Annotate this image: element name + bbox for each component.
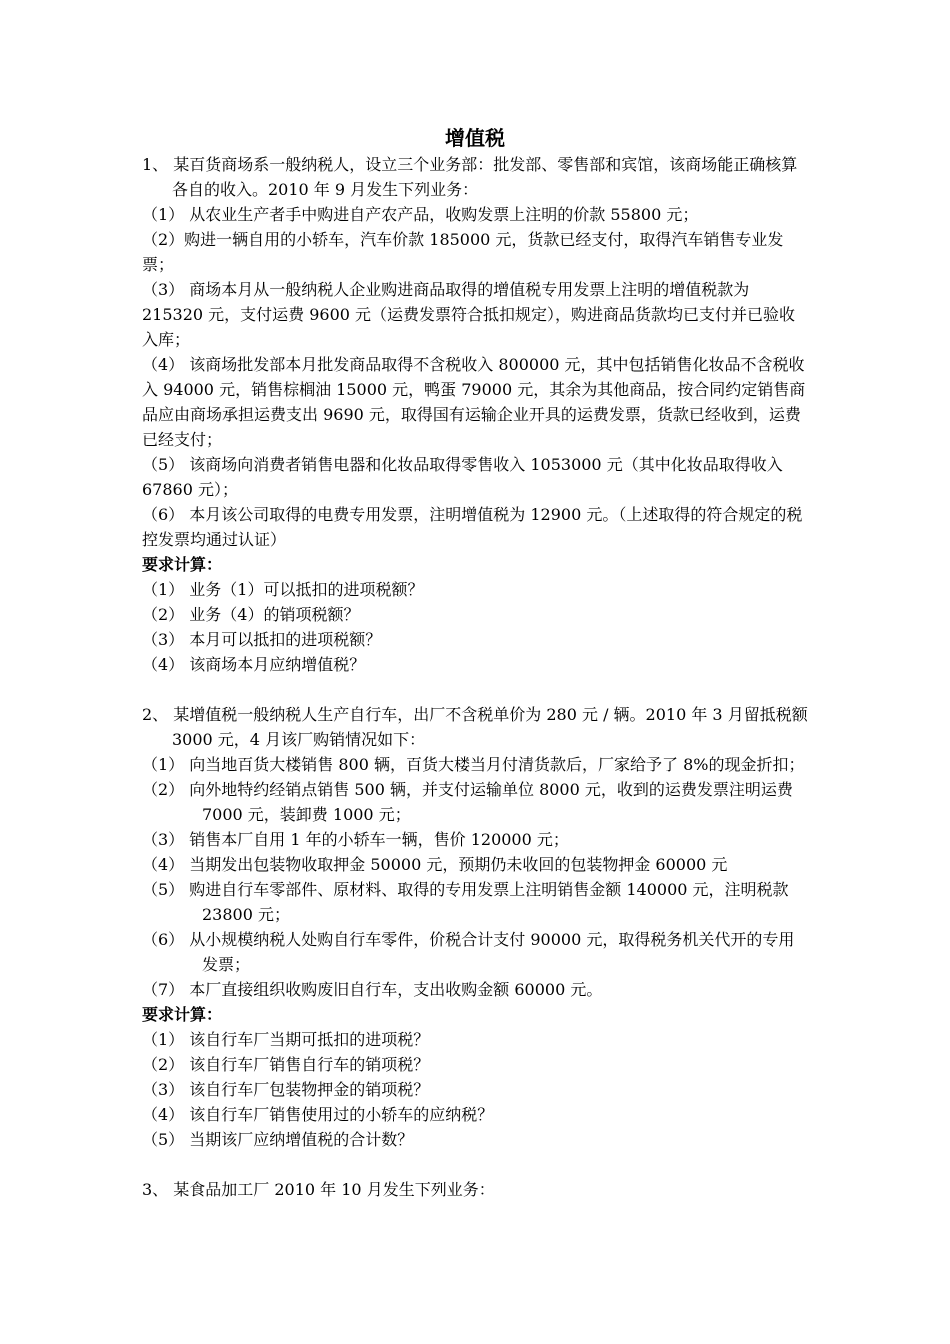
q2-req-4: （4） 该自行车厂销售使用过的小轿车的应纳税？ bbox=[142, 1105, 494, 1124]
spacer bbox=[142, 1152, 810, 1177]
document-body bbox=[142, 152, 810, 1202]
question-3 bbox=[142, 1177, 810, 1202]
spacer bbox=[142, 677, 810, 702]
q2-item-5: （5） 购进自行车零部件、原材料、取得的专用发票上注明销售金额 140000 元，注明税款 23800 元； bbox=[142, 880, 789, 924]
q1-req-3: （3） 本月可以抵扣的进项税额？ bbox=[142, 630, 382, 649]
q1-req-4: （4） 该商场本月应纳增值税？ bbox=[142, 655, 366, 674]
q2-requirement-label: 要求计算： bbox=[142, 1005, 223, 1024]
q2-req-5: （5） 当期该厂应纳增值税的合计数？ bbox=[142, 1130, 414, 1149]
question-2-intro: 2、 某增值税一般纳税人生产自行车，出厂不含税单价为 280 元 / 辆。2010 年 3 月留抵税额 3000 元，4 月该厂购销情况如下： bbox=[142, 705, 808, 749]
q2-item-4: （4） 当期发出包装物收取押金 50000 元，预期仍未收回的包装物押金 60000 元 bbox=[142, 855, 728, 874]
q1-req-2: （2） 业务（4）的销项税额？ bbox=[142, 605, 360, 624]
q2-item-2: （2） 向外地特约经销点销售 500 辆，并支付运输单位 8000 元，收到的运费发票注明运费 7000 元，装卸费 1000 元； bbox=[142, 780, 793, 824]
q1-item-1: （1） 从农业生产者手中购进自产农产品，收购发票上注明的价款 55800 元； bbox=[142, 205, 699, 224]
q1-item-5: （5） 该商场向消费者销售电器和化妆品取得零售收入 1053000 元（其中化妆品取得收入 67860 元）； bbox=[142, 455, 783, 499]
q1-requirement-label: 要求计算： bbox=[142, 555, 223, 574]
page-title: 增值税 bbox=[445, 126, 505, 150]
q1-item-6: （6） 本月该公司取得的电费专用发票，注明增值税为 12900 元。（上述取得的符合规定的税控发票均通过认证） bbox=[142, 505, 803, 549]
q2-req-3: （3） 该自行车厂包装物押金的销项税？ bbox=[142, 1080, 430, 1099]
question-1 bbox=[142, 152, 810, 677]
q2-item-7: （7） 本厂直接组织收购废旧自行车，支出收购金额 60000 元。 bbox=[142, 980, 603, 999]
q1-item-4: （4） 该商场批发部本月批发商品取得不含税收入 800000 元，其中包括销售化妆品不含税收入 94000 元，销售棕榈油 15000 元，鸭蛋 79000 元，其余为其他商品，按合同约定销售商品应由商场承担运费支出 9690 元，取得国有运输企业开具的运费发票，货款已经收到，运费已经支付； bbox=[142, 355, 806, 449]
q2-req-2: （2） 该自行车厂销售自行车的销项税？ bbox=[142, 1055, 430, 1074]
question-3-intro: 3、 某食品加工厂 2010 年 10 月发生下列业务： bbox=[142, 1180, 495, 1199]
q2-item-1: （1） 向当地百货大楼销售 800 辆，百货大楼当月付清货款后，厂家给予了 8%的现金折扣； bbox=[142, 755, 805, 774]
q1-req-1: （1） 业务（1）可以抵扣的进项税额？ bbox=[142, 580, 424, 599]
question-2 bbox=[142, 702, 810, 1152]
q2-req-1: （1） 该自行车厂当期可抵扣的进项税？ bbox=[142, 1030, 430, 1049]
q2-item-6: （6） 从小规模纳税人处购自行车零件，价税合计支付 90000 元，取得税务机关代开的专用发票； bbox=[142, 930, 795, 974]
q1-item-2: （2）购进一辆自用的小轿车，汽车价款 185000 元，货款已经支付，取得汽车销售专业发票； bbox=[142, 230, 784, 274]
q2-item-3: （3） 销售本厂自用 1 年的小轿车一辆，售价 120000 元； bbox=[142, 830, 569, 849]
q1-item-3: （3） 商场本月从一般纳税人企业购进商品取得的增值税专用发票上注明的增值税款为 215320 元，支付运费 9600 元（运费发票符合抵扣规定），购进商品货款均已支付并已验收入库； bbox=[142, 280, 796, 349]
question-1-intro: 1、 某百货商场系一般纳税人，设立三个业务部：批发部、零售部和宾馆，该商场能正确核算各自的收入。2010 年 9 月发生下列业务： bbox=[142, 155, 798, 199]
